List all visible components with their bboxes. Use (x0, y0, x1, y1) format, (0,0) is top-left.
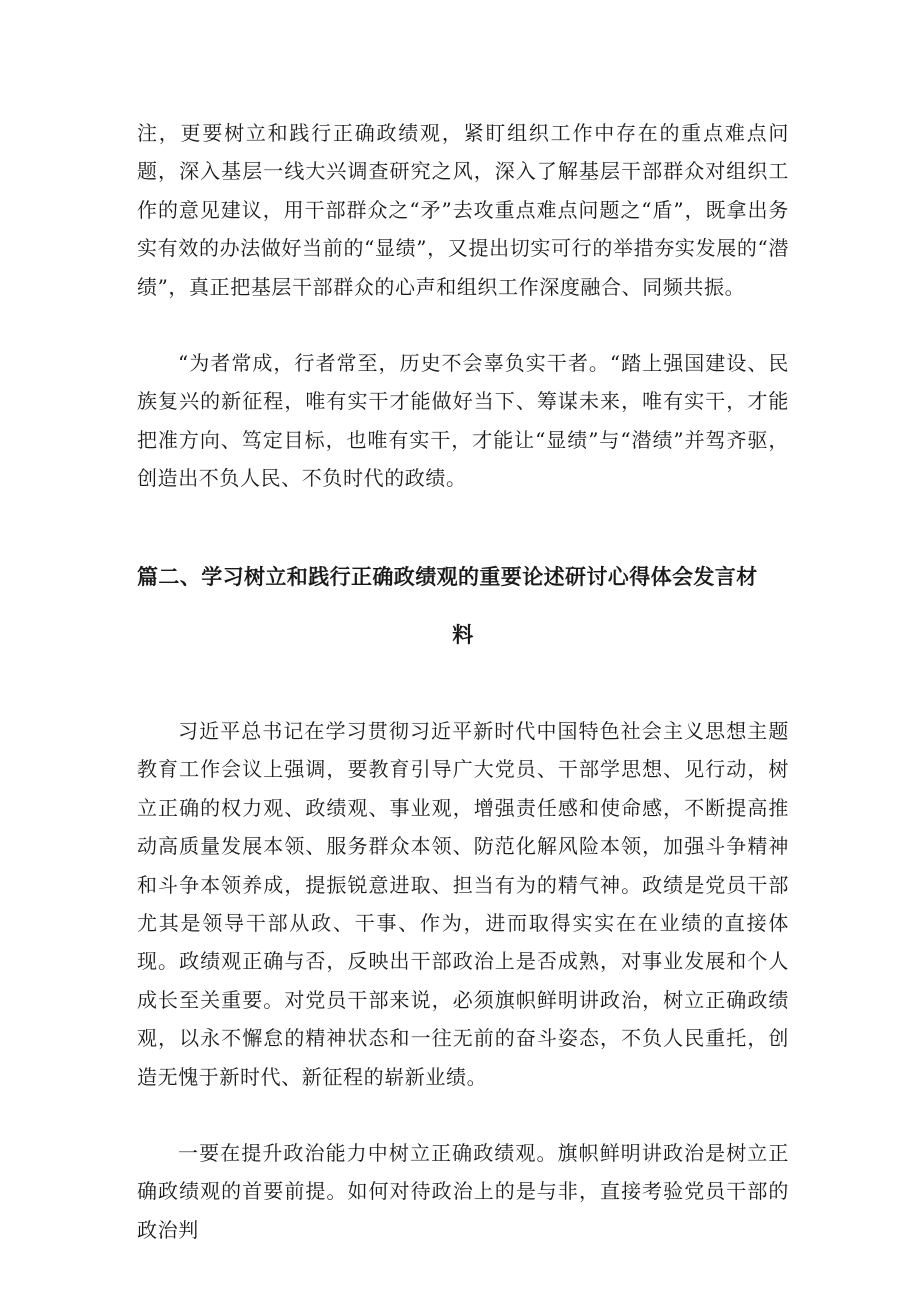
section-heading (137, 548, 789, 664)
paragraph-point-one: 一要在提升政治能力中树立正确政绩观。旗帜鲜明讲政治是树立正确政绩观的首要前提。如何对待政治上的是与非，直接考验党员干部的政治判 (137, 1141, 789, 1242)
paragraph-closing-quote: “为者常成，行者常至，历史不会辜负实干者。“踏上强国建设、民族复兴的新征程，唯有实干才能做好当下、筹谋未来，唯有实干，才能把准方向、笃定目标，也唯有实干，才能让“显绩”与“潜绩”并驾齐驱，创造出不负人民、不负时代的政绩。 (137, 351, 789, 491)
section-heading-line1: 篇二、学习树立和践行正确政绩观的重要论述研讨心得体会发言材 (137, 565, 758, 589)
paragraph-continuation: 注，更要树立和践行正确政绩观，紧盯组织工作中存在的重点难点问题，深入基层一线大兴调查研究之风，深入了解基层干部群众对组织工作的意见建议，用干部群众之“矛”去攻重点难点问题之“盾”，既拿出务实有效的办法做好当前的“显绩”，又提出切实可行的举措夯实发展的“潜绩”，真正把基层干部群众的心声和组织工作深度融合、同频共振。 (137, 121, 789, 299)
paragraph-intro: 习近平总书记在学习贯彻习近平新时代中国特色社会主义思想主题教育工作会议上强调，要教育引导广大党员、干部学思想、见行动，树立正确的权力观、政绩观、事业观，增强责任感和使命感，不断提高推动高质量发展本领、服务群众本领、防范化解风险本领，加强斗争精神和斗争本领养成，提振锐意进取、担当有为的精气神。政绩是党员干部尤其是领导干部从政、干事、作为，进而取得实实在在业绩的直接体现。政绩观正确与否，反映出干部政治上是否成熟，对事业发展和个人成长至关重要。对党员干部来说，必须旗帜鲜明讲政治，树立正确政绩观，以永不懈怠的精神状态和一往无前的奋斗姿态，不负人民重托，创造无愧于新时代、新征程的崭新业绩。 (137, 719, 789, 1089)
section-heading-line2: 料 (452, 623, 474, 647)
